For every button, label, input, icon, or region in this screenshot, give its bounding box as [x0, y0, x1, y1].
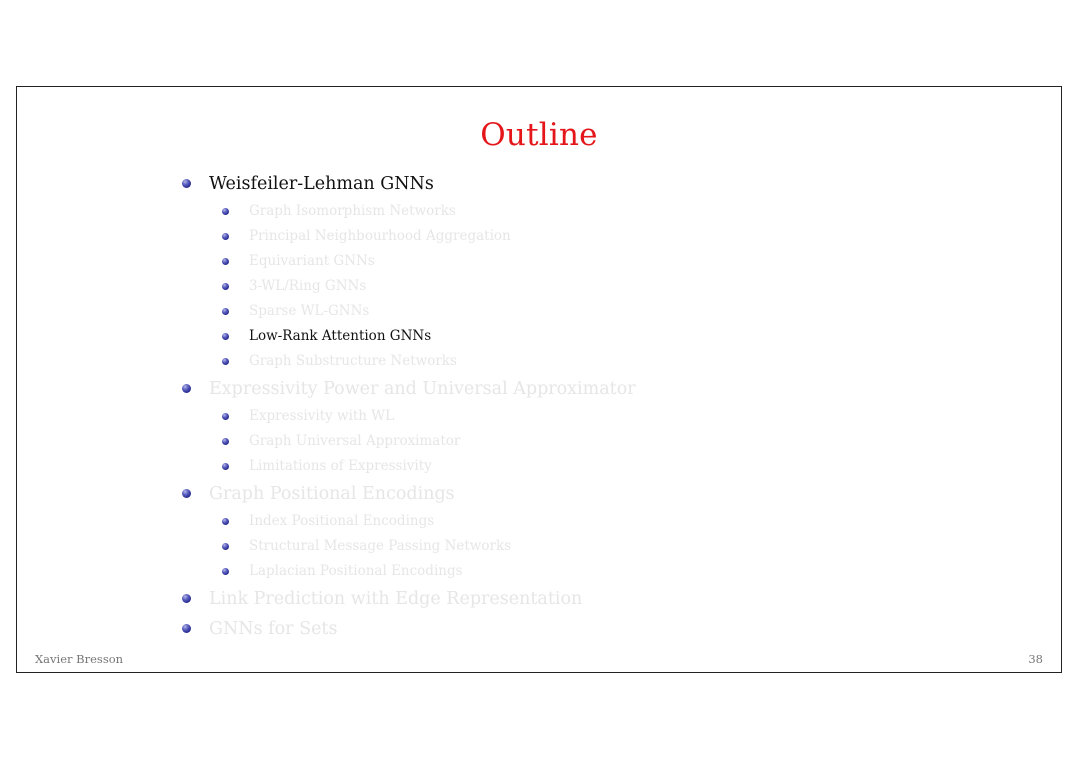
outline-subsection — [179, 199, 879, 224]
ball-bullet-icon — [222, 568, 229, 575]
outline-subsection — [179, 299, 879, 324]
subsection-list — [209, 509, 879, 584]
ball-bullet-icon — [222, 543, 229, 550]
slide-title: Outline — [480, 117, 598, 153]
subsection-label: Structural Message Passing Networks — [249, 538, 512, 554]
section-label: Expressivity Power and Universal Approximator — [209, 379, 636, 399]
footer-author: Xavier Bresson — [35, 652, 124, 666]
ball-bullet-icon — [182, 384, 191, 393]
subsection-label: Graph Substructure Networks — [249, 353, 457, 369]
outline-subsection — [179, 349, 879, 374]
ball-bullet-icon — [182, 624, 191, 633]
section-label: GNNs for Sets — [209, 619, 338, 639]
footer-page-number: 38 — [1028, 652, 1043, 666]
ball-bullet-icon — [222, 518, 229, 525]
ball-bullet-icon — [222, 358, 229, 365]
ball-bullet-icon — [222, 308, 229, 315]
subsection-label: Graph Isomorphism Networks — [249, 203, 456, 219]
subsection-label: Principal Neighbourhood Aggregation — [249, 228, 511, 244]
subsection-label: Equivariant GNNs — [249, 253, 375, 269]
subsection-label: Index Positional Encodings — [249, 513, 435, 529]
outline-section — [179, 169, 879, 374]
ball-bullet-icon — [182, 594, 191, 603]
outline-subsection — [179, 224, 879, 249]
ball-bullet-icon — [222, 283, 229, 290]
subsection-label: Low-Rank Attention GNNs — [249, 328, 432, 344]
section-label: Weisfeiler-Lehman GNNs — [209, 174, 434, 194]
subsection-label: Expressivity with WL — [249, 408, 395, 424]
ball-bullet-icon — [222, 438, 229, 445]
outline-subsection — [179, 454, 879, 479]
subsection-label: Limitations of Expressivity — [249, 458, 432, 474]
ball-bullet-icon — [182, 179, 191, 188]
outline-subsection-current — [179, 324, 879, 349]
subsection-label: Graph Universal Approximator — [249, 433, 461, 449]
subsection-label: Sparse WL-GNNs — [249, 303, 370, 319]
section-label: Link Prediction with Edge Representation — [209, 589, 583, 609]
subsection-list — [209, 404, 879, 479]
outline-section — [179, 374, 879, 479]
outline-section — [179, 584, 879, 614]
slide-frame — [16, 86, 1062, 673]
ball-bullet-icon — [182, 489, 191, 498]
outline-section — [179, 614, 879, 644]
outline-subsection — [179, 559, 879, 584]
subsection-label: 3-WL/Ring GNNs — [249, 278, 367, 294]
outline-subsection — [179, 249, 879, 274]
outline-subsection — [179, 534, 879, 559]
ball-bullet-icon — [222, 208, 229, 215]
outline-subsection — [179, 429, 879, 454]
ball-bullet-icon — [222, 463, 229, 470]
outline-subsection — [179, 509, 879, 534]
outline-section — [179, 479, 879, 584]
ball-bullet-icon — [222, 413, 229, 420]
outline-subsection — [179, 404, 879, 429]
subsection-list — [209, 199, 879, 374]
ball-bullet-icon — [222, 233, 229, 240]
outline-list — [179, 169, 879, 644]
subsection-label: Laplacian Positional Encodings — [249, 563, 463, 579]
outline-subsection — [179, 274, 879, 299]
ball-bullet-icon — [222, 258, 229, 265]
ball-bullet-icon — [222, 333, 229, 340]
section-label: Graph Positional Encodings — [209, 484, 455, 504]
